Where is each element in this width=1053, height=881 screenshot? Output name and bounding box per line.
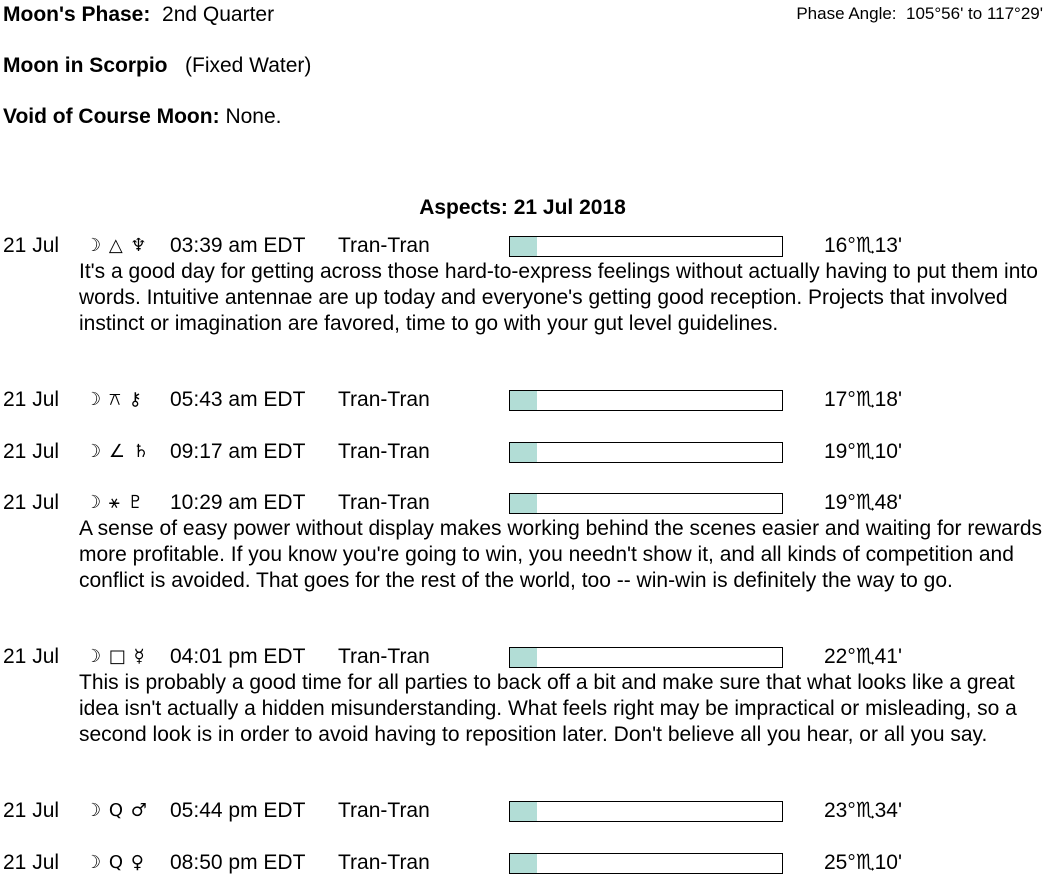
aspect-strength-bar [509, 801, 783, 822]
aspect-strength-fill [510, 854, 537, 873]
aspect-glyphs: ☽ Q ♂ [85, 800, 148, 821]
aspect-row [0, 850, 1053, 876]
aspect-strength-bar [509, 853, 783, 874]
aspect-row [0, 490, 1053, 516]
aspect-strength-bar [509, 493, 783, 514]
aspect-date: 21 Jul [3, 440, 60, 463]
aspect-type: Tran-Tran [338, 234, 430, 257]
aspect-entry [0, 387, 1053, 413]
aspect-type: Tran-Tran [338, 799, 430, 822]
aspect-row [0, 233, 1053, 259]
aspect-time: 09:17 am EDT [170, 440, 306, 463]
aspect-strength-bar [509, 390, 783, 411]
aspect-description: It's a good day for getting across those hard-to-express feelings without actually having to put them into words. Intuitive antennae are up today and everyone's getting good reception. Projects that involved instinct or imagination are favored, time to go with your gut level guidelines. [79, 260, 1038, 335]
aspect-strength-fill [510, 494, 537, 513]
aspect-time: 10:29 am EDT [170, 491, 306, 514]
aspect-entry [0, 644, 1053, 748]
aspect-glyphs: ☽ Q ♀ [85, 852, 145, 873]
moon-phase-value: 2nd Quarter [162, 3, 275, 26]
aspect-row [0, 644, 1053, 670]
moon-sign-line [3, 54, 311, 78]
aspect-entry [0, 798, 1053, 824]
aspect-type: Tran-Tran [338, 645, 430, 668]
aspect-time: 08:50 pm EDT [170, 851, 306, 874]
aspect-strength-bar [509, 236, 783, 257]
aspect-position: 25°♏10' [824, 851, 902, 874]
aspect-type: Tran-Tran [338, 851, 430, 874]
phase-angle [796, 4, 1043, 24]
aspect-date: 21 Jul [3, 388, 60, 411]
aspect-strength-fill [510, 237, 537, 256]
aspect-time: 05:43 am EDT [170, 388, 306, 411]
aspect-position: 19°♏48' [824, 491, 902, 514]
aspect-strength-fill [510, 443, 537, 462]
aspect-date: 21 Jul [3, 645, 60, 668]
aspect-row [0, 387, 1053, 413]
moon-phase-line [3, 3, 274, 27]
aspect-type: Tran-Tran [338, 440, 430, 463]
aspect-description: This is probably a good time for all parties to back off a bit and make sure that what looks like a great idea isn't actually a hidden misunderstanding. What feels right may be impractical or misleading, so a second look is in order to avoid having to reposition later. Don't believe all you hear, or all you say. [79, 671, 1017, 746]
aspect-glyphs: ☽ ⚻ ⚷ [85, 389, 143, 410]
aspect-time: 04:01 pm EDT [170, 645, 306, 668]
moon-sign-quality: (Fixed Water) [185, 54, 312, 77]
aspect-position: 19°♏10' [824, 440, 902, 463]
aspect-type: Tran-Tran [338, 388, 430, 411]
void-of-course-label: Void of Course Moon: [3, 105, 220, 128]
moon-phase-label: Moon's Phase: [3, 3, 151, 26]
moon-sign-label: Moon in Scorpio [3, 54, 168, 77]
aspect-time: 03:39 am EDT [170, 234, 306, 257]
aspect-entry [0, 850, 1053, 876]
aspect-position: 22°♏41' [824, 645, 902, 668]
aspect-row [0, 798, 1053, 824]
aspect-entry [0, 233, 1053, 337]
aspect-glyphs: ☽ ⚹ ♇ [85, 492, 145, 513]
aspect-date: 21 Jul [3, 491, 60, 514]
aspect-date: 21 Jul [3, 799, 60, 822]
aspect-glyphs: ☽ □ ☿ [85, 646, 146, 667]
phase-angle-value: 105°56' to 117°29' [906, 4, 1043, 23]
aspect-entry [0, 439, 1053, 465]
void-of-course-line [3, 105, 281, 129]
aspects-title: Aspects: 21 Jul 2018 [419, 196, 626, 219]
aspect-time: 05:44 pm EDT [170, 799, 306, 822]
aspect-entry [0, 490, 1053, 594]
aspect-strength-bar [509, 442, 783, 463]
aspect-date: 21 Jul [3, 234, 60, 257]
phase-angle-label: Phase Angle: [796, 4, 897, 23]
aspect-glyphs: ☽ △ ♆ [85, 235, 148, 256]
aspect-strength-fill [510, 391, 537, 410]
aspect-glyphs: ☽ ∠ ♄ [85, 441, 150, 462]
aspect-strength-bar [509, 647, 783, 668]
aspect-strength-fill [510, 648, 537, 667]
aspect-strength-fill [510, 802, 537, 821]
aspect-position: 23°♏34' [824, 799, 902, 822]
aspect-row [0, 439, 1053, 465]
aspect-date: 21 Jul [3, 851, 60, 874]
aspect-type: Tran-Tran [338, 491, 430, 514]
aspect-position: 17°♏18' [824, 388, 902, 411]
aspect-position: 16°♏13' [824, 234, 902, 257]
aspect-description: A sense of easy power without display makes working behind the scenes easier and waiting for rewards more profitable. If you know you're going to win, you needn't show it, and all kinds of competition and conflict is avoided. That goes for the rest of the world, too -- win-win is definitely the way to go. [79, 517, 1043, 592]
void-of-course-value: None. [225, 105, 282, 128]
